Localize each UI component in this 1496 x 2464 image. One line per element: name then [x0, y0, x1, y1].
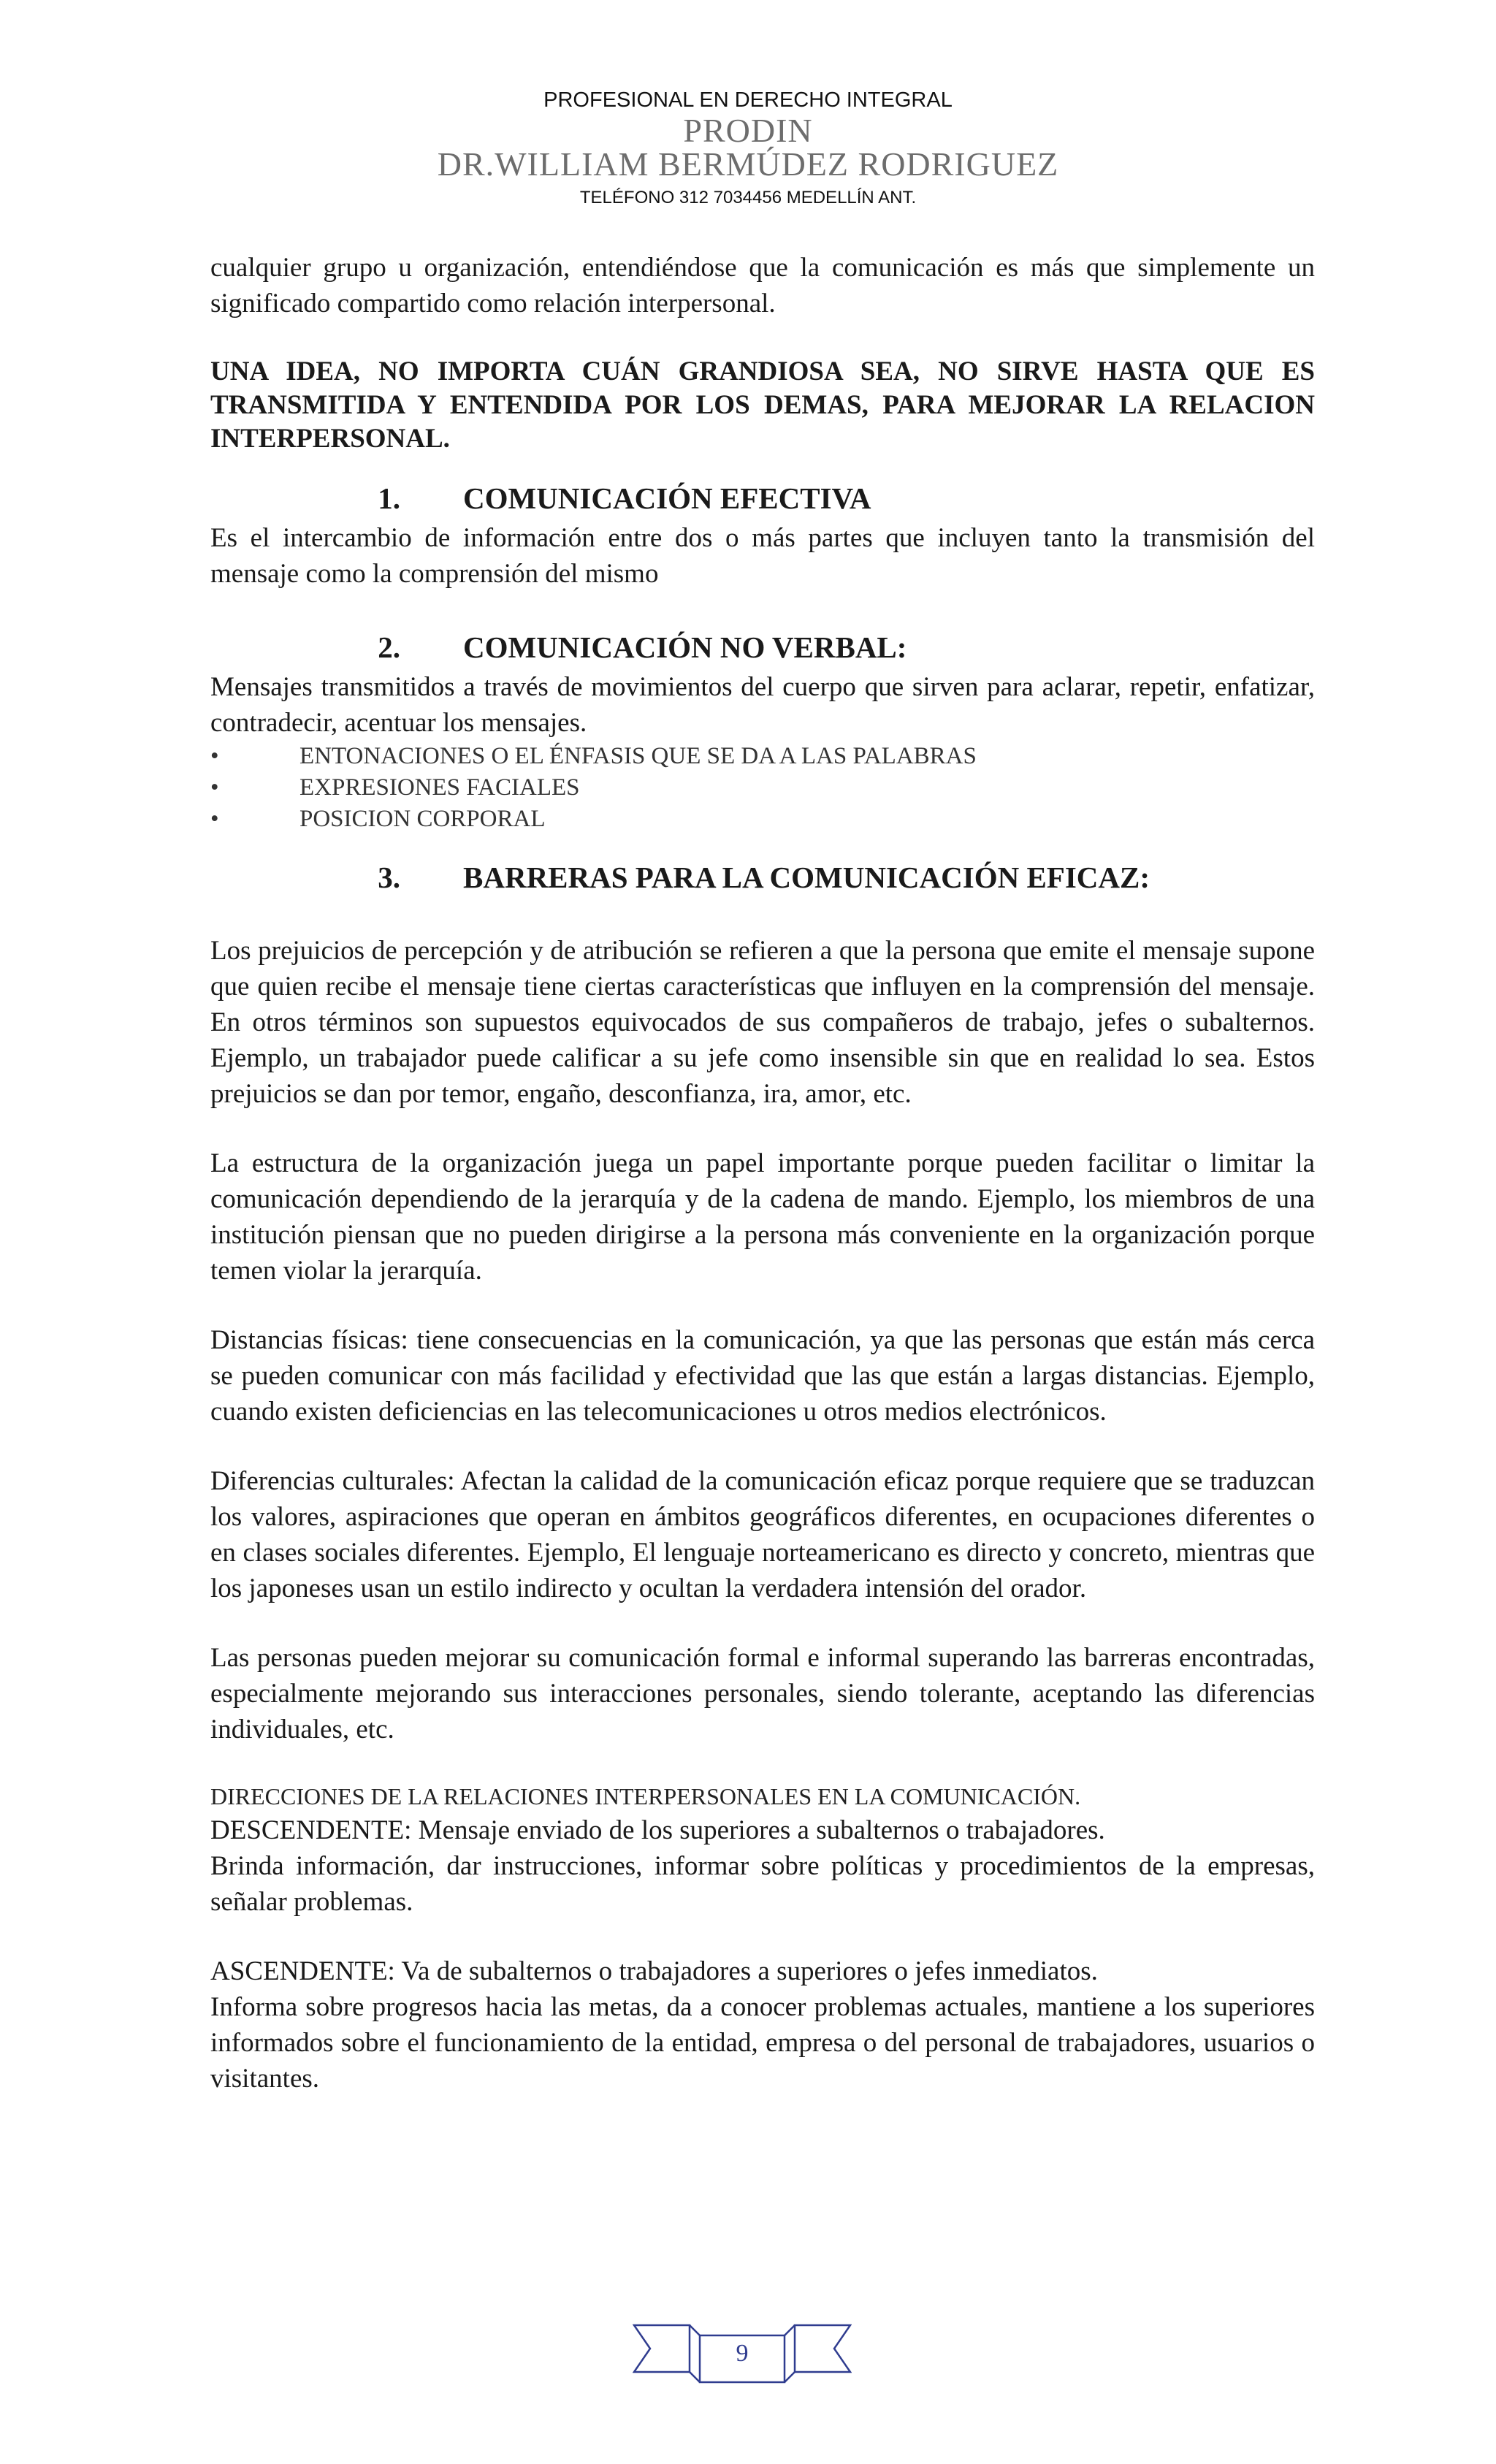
section-2-number: 2.	[378, 630, 400, 664]
section-2-heading	[210, 625, 1315, 669]
bullet-icon: •	[210, 806, 219, 832]
page-header	[0, 86, 1496, 212]
quote-paragraph: UNA IDEA, NO IMPORTA CUÁN GRANDIOSA SEA, NO SIRVE HASTA QUE ES TRANSMITIDA Y ENTENDIDA POR LOS DEMAS, PARA MEJORAR LA RELACION INTERPERSONAL.	[210, 356, 1315, 454]
bullet-icon: •	[210, 743, 219, 769]
nonverbal-list	[210, 741, 1315, 835]
descendente-paragraph: Brinda información, dar instrucciones, informar sobre políticas y procedimientos de la empresas, señalar problemas.	[210, 1851, 1315, 1917]
distance-paragraph: Distancias físicas: tiene consecuencias en la comunicación, ya que las personas que están más cerca se pueden comunicar con más facilidad y efectividad que las que están a largas distancias. Ejemplo, cuando existen deficiencias en las telecomunicaciones u otros medios electrónicos.	[210, 1325, 1315, 1427]
ascendente-paragraph: Informa sobre progresos hacia las metas, da a conocer problemas actuales, mantiene a los superiores informados sobre el funcionamiento de la entidad, empresa o del personal de trabajadores, usuarios o visitantes.	[210, 1992, 1315, 2094]
header-name: DR.WILLIAM BERMÚDEZ RODRIGUEZ	[437, 145, 1059, 183]
list-item: • ENTONACIONES O EL ÉNFASIS QUE SE DA A LAS PALABRAS	[210, 741, 1315, 772]
intro-paragraph: cualquier grupo u organización, entendiéndose que la comunicación es más que simplemente un significado compartido como relación interpersonal.	[210, 253, 1315, 319]
header-firm: PROFESIONAL EN DERECHO INTEGRAL	[543, 88, 953, 112]
bullet-icon: •	[210, 774, 219, 801]
header-brand: PRODIN	[683, 112, 813, 149]
ascendente-line: ASCENDENTE: Va de subalternos o trabajadores a superiores o jefes inmediatos.	[210, 1956, 1098, 1986]
directions-heading: DIRECCIONES DE LA RELACIONES INTERPERSONALES EN LA COMUNICACIÓN.	[210, 1783, 1081, 1809]
section-3-number: 3.	[378, 861, 400, 894]
section-2-text: Mensajes transmitidos a través de movimientos del cuerpo que sirven para aclarar, repetir, enfatizar, contradecir, acentuar los mensajes.	[210, 672, 1315, 738]
section-1-text: Es el intercambio de información entre dos o más partes que incluyen tanto la transmisión del mensaje como la comprensión del mismo	[210, 523, 1315, 589]
list-item: • POSICION CORPORAL	[210, 804, 1315, 835]
section-3-heading	[210, 855, 1315, 899]
prejudice-paragraph: Los prejuicios de percepción y de atribución se refieren a que la persona que emite el mensaje supone que quien recibe el mensaje tiene ciertas características que influyen en la comprensión del mensaje. En otros términos son supuestos equivocados de sus compañeros de trabajo, jefes o subalternos. Ejemplo, un trabajador puede calificar a su jefe como insensible sin que en realidad lo sea. Estos prejuicios se dan por temor, engaño, desconfianza, ira, amor, etc.	[210, 936, 1315, 1109]
document-body	[210, 250, 1315, 2097]
section-1-title: COMUNICACIÓN EFECTIVA	[463, 481, 871, 515]
descendente-line: DESCENDENTE: Mensaje enviado de los superiores a subalternos o trabajadores.	[210, 1815, 1105, 1845]
page-number: 9	[736, 2340, 749, 2367]
section-1-number: 1.	[378, 481, 400, 515]
list-item: • EXPRESIONES FACIALES	[210, 772, 1315, 804]
cultural-paragraph: Diferencias culturales: Afectan la calidad de la comunicación eficaz porque requiere que se traduzcan los valores, aspiraciones que operan en ámbitos geográficos diferentes, en ocupaciones diferentes o en clases sociales diferentes. Ejemplo, El lenguaje norteamericano es directo y concreto, mientras que los japoneses usan un estilo indirecto y ocultan la verdadera intensión del orador.	[210, 1466, 1315, 1603]
section-3-title: BARRERAS PARA LA COMUNICACIÓN EFICAZ:	[463, 861, 1150, 894]
header-phone: TELÉFONO 312 7034456 MEDELLÍN ANT.	[579, 188, 917, 207]
improve-paragraph: Las personas pueden mejorar su comunicación formal e informal superando las barreras encontradas, especialmente mejorando sus interacciones personales, siendo tolerante, aceptando las diferencias individuales, etc.	[210, 1643, 1315, 1744]
page-number-ribbon	[633, 2319, 852, 2385]
section-2-title: COMUNICACIÓN NO VERBAL:	[463, 630, 907, 664]
structure-paragraph: La estructura de la organización juega un papel importante porque pueden facilitar o limitar la comunicación dependiendo de la jerarquía y de la cadena de mando. Ejemplo, los miembros de una institución piensan que no pueden dirigirse a la persona más conveniente en la organización porque temen violar la jerarquía.	[210, 1148, 1315, 1286]
section-1-heading	[210, 476, 1315, 520]
